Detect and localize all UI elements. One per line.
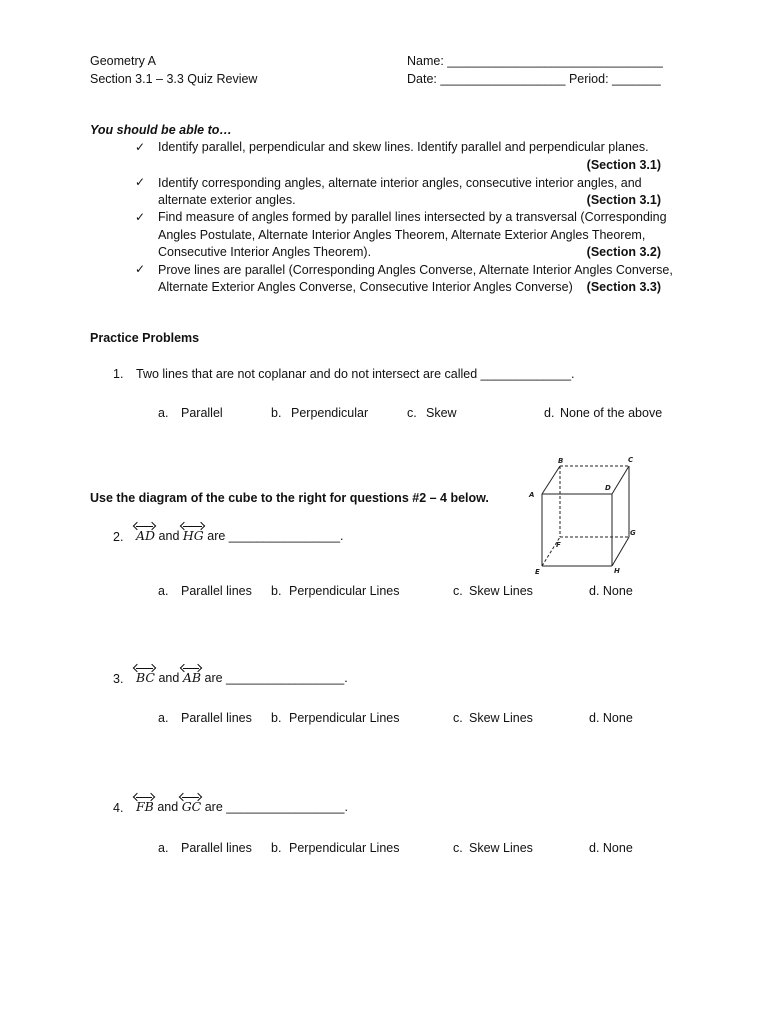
- choice-letter: b.: [271, 584, 282, 598]
- section-ref: (Section 3.1): [586, 193, 661, 207]
- label-A: A: [529, 491, 535, 499]
- edge-AB: [542, 466, 560, 494]
- choice-none[interactable]: d. None: [589, 584, 633, 598]
- section-ref: (Section 3.2): [586, 245, 661, 259]
- diagram-instruction: Use the diagram of the cube to the right for questions #2 – 4 below.: [90, 491, 489, 505]
- question-text: BC and AB are _________________.: [136, 668, 348, 685]
- choice-perpendicular[interactable]: Perpendicular: [291, 406, 369, 420]
- vector-FB: FB: [136, 797, 154, 814]
- question-text: AD and HG are ________________.: [136, 526, 344, 543]
- label-E: E: [535, 568, 540, 576]
- question-number: 3.: [113, 672, 124, 686]
- choice-parallel-lines[interactable]: Parallel lines: [181, 841, 252, 855]
- label-C: C: [628, 456, 634, 464]
- objective-text: Consecutive Interior Angles Theorem).: [158, 245, 372, 259]
- label-G: G: [630, 529, 636, 537]
- choice-perpendicular-lines[interactable]: Perpendicular Lines: [289, 584, 400, 598]
- check-icon: ✓: [135, 262, 146, 276]
- choice-letter: c.: [453, 841, 463, 855]
- vector-AD: AD: [136, 526, 155, 543]
- label-F: F: [556, 541, 561, 549]
- choice-letter: c.: [453, 711, 463, 725]
- objective-text: alternate exterior angles.: [158, 193, 296, 207]
- choice-skew-lines[interactable]: Skew Lines: [469, 584, 533, 598]
- question-text: FB and GC are _________________.: [136, 797, 348, 814]
- choice-perpendicular-lines[interactable]: Perpendicular Lines: [289, 841, 400, 855]
- choice-letter: b.: [271, 406, 282, 420]
- choice-parallel-lines[interactable]: Parallel lines: [181, 711, 252, 725]
- label-H: H: [614, 567, 620, 575]
- section-title: Section 3.1 – 3.3 Quiz Review: [90, 72, 258, 86]
- choice-letter: b.: [271, 711, 282, 725]
- choice-letter: a.: [158, 406, 169, 420]
- objective-text: Angles Postulate, Alternate Interior Angles Theorem, Alternate Exterior Angles Theorem,: [158, 228, 646, 242]
- edge-HG: [612, 537, 629, 566]
- choice-parallel-lines[interactable]: Parallel lines: [181, 584, 252, 598]
- objectives-heading: You should be able to…: [90, 123, 232, 137]
- objective-text: Identify parallel, perpendicular and skew lines. Identify parallel and perpendicular planes.: [158, 140, 649, 154]
- choice-letter: c.: [453, 584, 463, 598]
- choice-skew-lines[interactable]: Skew Lines: [469, 711, 533, 725]
- name-field[interactable]: Name: _______________________________: [407, 54, 663, 68]
- label-D: D: [605, 484, 611, 492]
- choice-perpendicular-lines[interactable]: Perpendicular Lines: [289, 711, 400, 725]
- choice-parallel[interactable]: Parallel: [181, 406, 223, 420]
- choice-letter: c.: [407, 406, 417, 420]
- vector-HG: HG: [183, 526, 204, 543]
- choice-none[interactable]: d. None: [589, 841, 633, 855]
- question-number: 4.: [113, 801, 124, 815]
- objective-text: Identify corresponding angles, alternate interior angles, consecutive interior angles, and: [158, 176, 642, 190]
- choice-none-of-the-above[interactable]: None of the above: [560, 406, 663, 420]
- objective-text: Find measure of angles formed by parallel lines intersected by a transversal (Corresponding: [158, 210, 667, 224]
- choice-letter: a.: [158, 584, 169, 598]
- question-text: Two lines that are not coplanar and do not intersect are called _____________.: [136, 367, 575, 381]
- course-title: Geometry A: [90, 54, 156, 68]
- vector-BC: BC: [136, 668, 155, 685]
- objective-text: Alternate Exterior Angles Converse, Consecutive Interior Angles Converse): [158, 280, 573, 294]
- edge-CD: [612, 466, 629, 494]
- date-period-field[interactable]: Date: __________________ Period: _______: [407, 72, 661, 86]
- choice-none[interactable]: d. None: [589, 711, 633, 725]
- section-ref: (Section 3.1): [586, 158, 661, 172]
- vector-GC: GC: [182, 797, 202, 814]
- choice-letter: d.: [544, 406, 555, 420]
- check-icon: ✓: [135, 175, 146, 189]
- check-icon: ✓: [135, 210, 146, 224]
- label-B: B: [558, 457, 564, 465]
- choice-letter: b.: [271, 841, 282, 855]
- objective-text: Prove lines are parallel (Corresponding Angles Converse, Alternate Interior Angles Converse,: [158, 263, 673, 277]
- check-icon: ✓: [135, 140, 146, 154]
- choice-letter: a.: [158, 841, 169, 855]
- cube-diagram: [525, 452, 645, 578]
- practice-heading: Practice Problems: [90, 331, 200, 345]
- choice-skew[interactable]: Skew: [426, 406, 457, 420]
- choice-skew-lines[interactable]: Skew Lines: [469, 841, 533, 855]
- vector-AB: AB: [183, 668, 201, 685]
- choice-letter: a.: [158, 711, 169, 725]
- question-number: 1.: [113, 367, 124, 381]
- section-ref: (Section 3.3): [586, 280, 661, 294]
- question-number: 2.: [113, 530, 124, 544]
